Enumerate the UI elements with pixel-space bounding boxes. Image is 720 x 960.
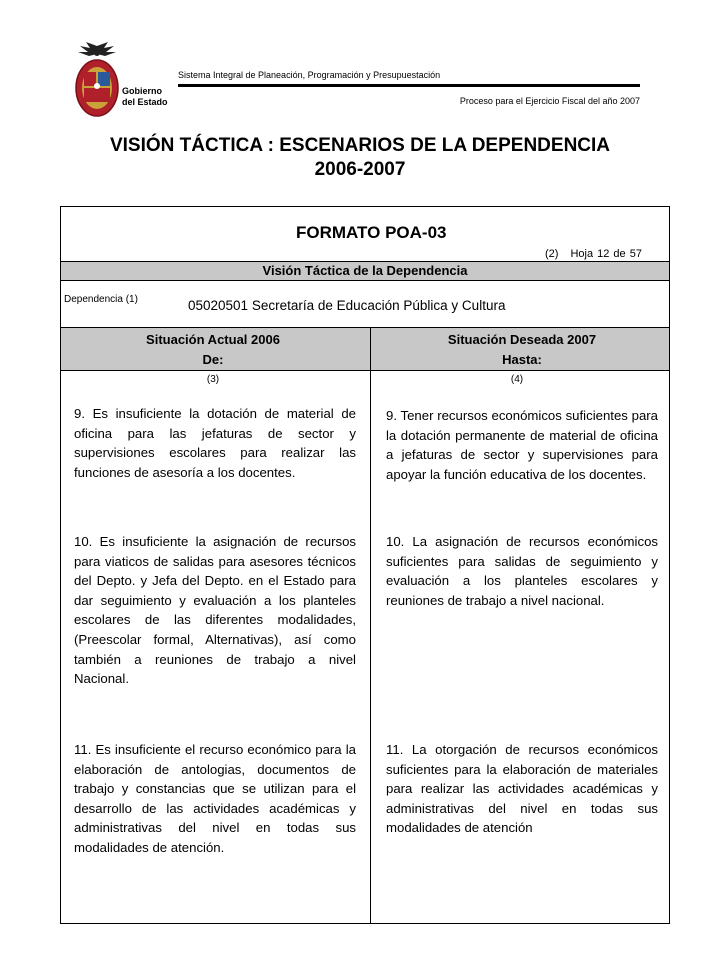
form-name: FORMATO POA-03	[296, 223, 447, 242]
column-header-desired	[370, 330, 674, 370]
dependency-value: 05020501 Secretaría de Educación Pública y Cultura	[188, 298, 506, 313]
page-counter	[545, 248, 642, 260]
page-title	[40, 134, 680, 182]
column-title-desired: Situación Deseada 2007	[447, 332, 597, 347]
column-subtitle-desired: Hasta:	[502, 352, 542, 367]
page-title-line1: VISIÓN TÁCTICA : ESCENARIOS DE LA DEPENDENCIA	[109, 135, 611, 156]
page-title-line2: 2006-2007	[314, 159, 406, 180]
page-number: Hoja 12 de 57	[570, 248, 642, 260]
column-divider	[370, 327, 371, 923]
desired-situation-9: 9. Tener recursos económicos suficientes para la dotación permanente de material de oficina a jefaturas de sector y supervisiones para apoyar la función educativa de los docentes.	[386, 408, 658, 482]
column-header-bar	[61, 327, 669, 371]
column-title-current: Situación Actual 2006	[146, 332, 280, 347]
state-coat-of-arms-icon	[72, 42, 122, 120]
section-title: Visión Táctica de la Dependencia	[61, 261, 669, 281]
column-ref-desired: (4)	[510, 374, 524, 385]
current-situation-11: 11. Es insuficiente el recurso económico para la elaboración de antologias, documentos de trabajo y constancias que se utilizan para el desarrollo de las actividades académicas y administrativas del nivel en todas sus modalidades de atención.	[74, 742, 356, 855]
header-rule	[178, 84, 640, 87]
current-situation-10: 10. Es insuficiente la asignación de recursos para viaticos de salidas para asesores técnicos del Depto. y Jefa del Depto. en el Estado para dar seguimiento y evaluación a los planteles escolares de las diferentes modalidades,(Preescolar formal, Alternativas), así como también a reuniones de trabajo a nivel Nacional.	[74, 534, 356, 687]
government-line: Gobierno	[122, 86, 162, 96]
system-name: Sistema Integral de Planeación, Programación y Presupuestación	[178, 70, 441, 80]
government-label	[122, 86, 168, 108]
column-ref-current: (3)	[206, 374, 220, 385]
desired-situation-11: 11. La otorgación de recursos económicos suficientes para la elaboración de materiales para realizar las actividades académicas y administrativas del nivel en todas sus modalidades de atención	[386, 742, 658, 836]
process-label: Proceso para el Ejercicio Fiscal del año 2007	[459, 96, 640, 106]
dependency-label: Dependencia (1)	[64, 294, 138, 305]
government-line-2: del Estado	[122, 97, 168, 107]
current-situation-9: 9. Es insuficiente la dotación de material de oficina para las jefaturas de sector y supervisiones escolares para realizar las funciones de asesoría a los docentes.	[74, 406, 356, 480]
column-header-current	[61, 330, 365, 370]
page-ref: (2)	[545, 248, 559, 260]
column-subtitle-current: De:	[202, 352, 224, 367]
desired-situation-10: 10. La asignación de recursos económicos suficientes para salidas de seguimiento y evaluación a los planteles escolares y reuniones de trabajo a nivel nacional.	[386, 534, 658, 608]
